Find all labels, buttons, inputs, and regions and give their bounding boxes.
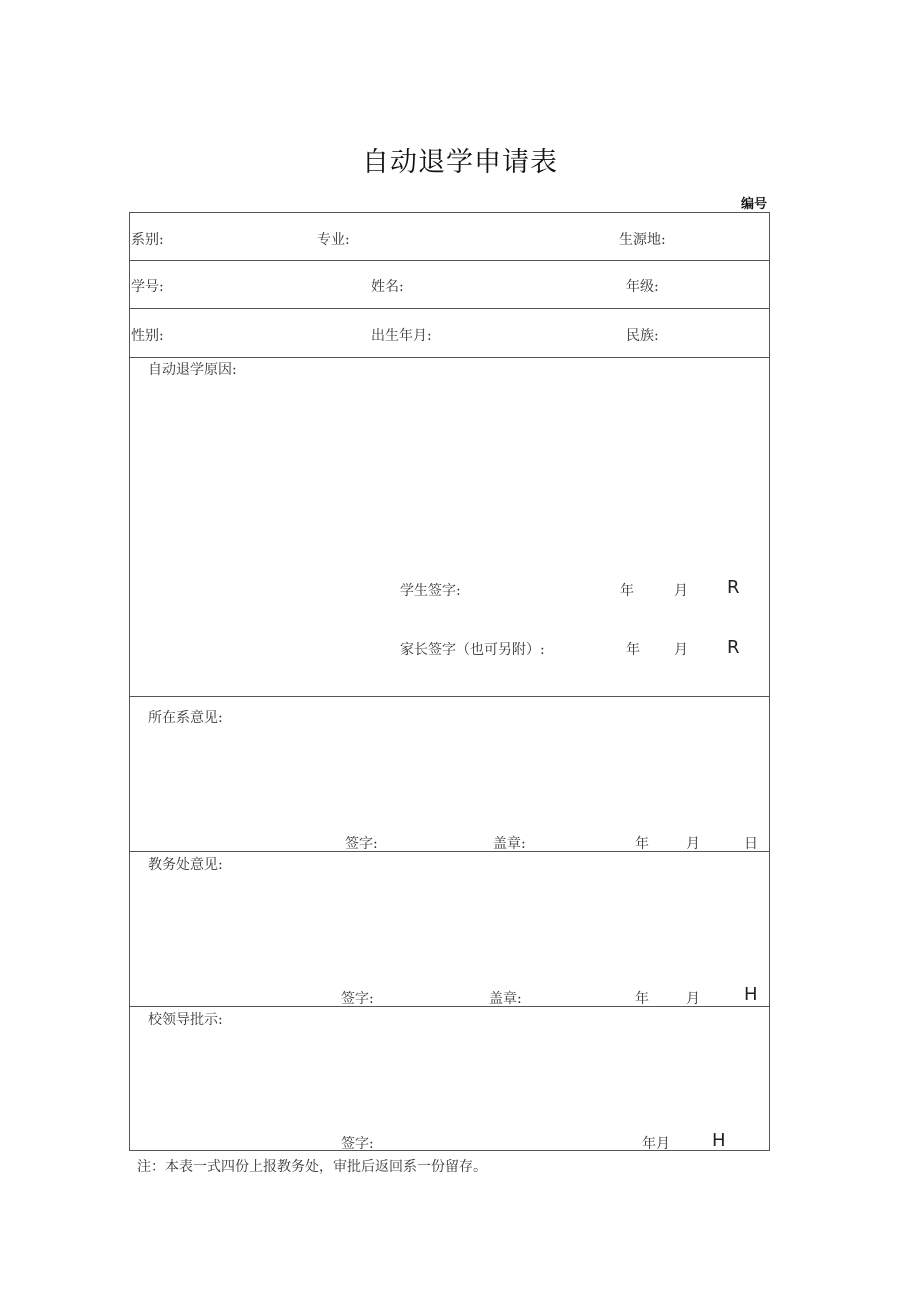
- birth-field[interactable]: 出生年月:: [371, 328, 432, 344]
- parent-sign-day: R: [727, 637, 740, 658]
- dept-opinion-label: 所在系意见:: [148, 710, 223, 726]
- dept-year: 年: [635, 836, 649, 852]
- reason-label: 自动退学原因:: [148, 362, 237, 378]
- grade-field[interactable]: 年级:: [626, 279, 659, 295]
- row-divider: [130, 357, 769, 358]
- academic-month: 月: [686, 991, 700, 1007]
- leader-year-month: 年月: [642, 1136, 670, 1152]
- parent-sign-year: 年: [626, 642, 640, 658]
- department-field[interactable]: 系别:: [131, 232, 164, 248]
- dept-signature-field[interactable]: 签字:: [345, 836, 378, 852]
- section-divider: [130, 1006, 769, 1007]
- section-divider: [130, 851, 769, 852]
- origin-field[interactable]: 生源地:: [619, 232, 666, 248]
- row-divider: [130, 260, 769, 261]
- leader-approval-label: 校领导批示:: [148, 1012, 223, 1028]
- student-sign-day: R: [727, 577, 740, 598]
- student-sign-month: 月: [674, 583, 688, 599]
- leader-day: H: [712, 1130, 726, 1151]
- dept-day: 日: [744, 836, 758, 852]
- leader-signature-field[interactable]: 签字:: [341, 1136, 374, 1152]
- application-form: [129, 212, 770, 1151]
- academic-seal-field[interactable]: 盖章:: [489, 991, 522, 1007]
- name-field[interactable]: 姓名:: [371, 279, 404, 295]
- student-id-field[interactable]: 学号:: [131, 279, 164, 295]
- major-field[interactable]: 专业:: [317, 232, 350, 248]
- academic-year: 年: [635, 991, 649, 1007]
- ethnicity-field[interactable]: 民族:: [626, 328, 659, 344]
- parent-signature-field[interactable]: 家长签字（也可另附）:: [400, 642, 545, 658]
- parent-sign-month: 月: [674, 642, 688, 658]
- dept-month: 月: [686, 836, 700, 852]
- academic-opinion-label: 教务处意见:: [148, 857, 223, 873]
- footnote: 注：本表一式四份上报教务处，审批后返回系一份留存。: [137, 1159, 487, 1175]
- serial-number-label: 编号: [741, 197, 768, 212]
- student-sign-year: 年: [620, 583, 634, 599]
- dept-seal-field[interactable]: 盖章:: [493, 836, 526, 852]
- page-title: 自动退学申请表: [362, 147, 558, 178]
- student-signature-field[interactable]: 学生签字:: [400, 583, 461, 599]
- section-divider: [130, 696, 769, 697]
- row-divider: [130, 308, 769, 309]
- academic-day: H: [744, 984, 758, 1005]
- gender-field[interactable]: 性别:: [131, 328, 164, 344]
- academic-signature-field[interactable]: 签字:: [341, 991, 374, 1007]
